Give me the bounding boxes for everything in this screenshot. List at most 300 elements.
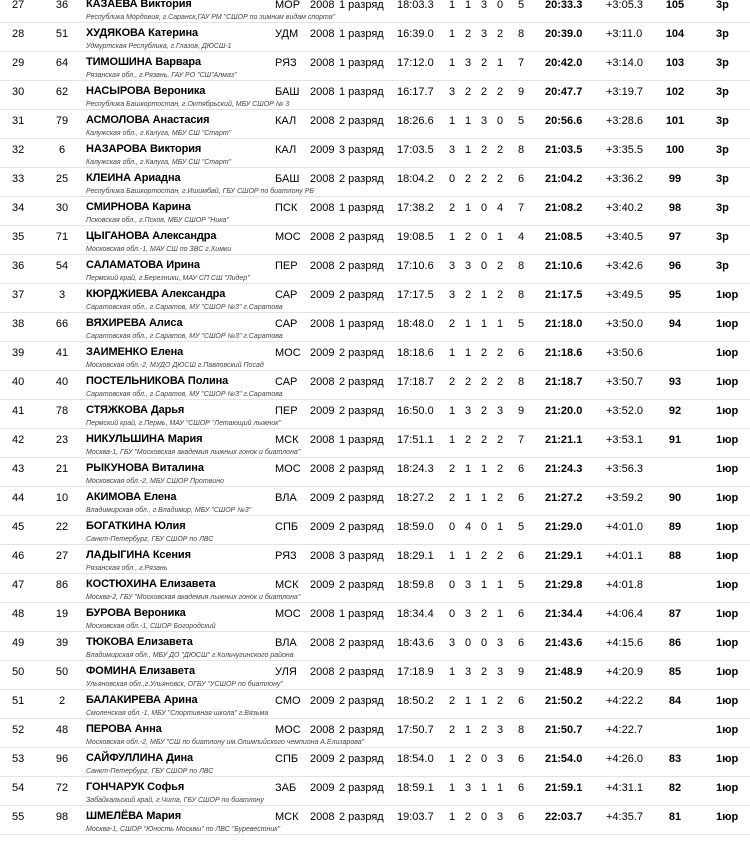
place-cell: 34 [12, 202, 25, 214]
shooting-3-cell: 0 [480, 260, 488, 272]
total-time-cell: 21:08.2 [545, 202, 583, 214]
region-cell: УДМ [275, 28, 299, 40]
athlete-name: АСМОЛОВА Анастасия [86, 114, 210, 126]
total-time-cell: 20:42.0 [545, 57, 583, 69]
total-time-cell: 21:18.7 [545, 376, 583, 388]
gap-cell: +3:59.2 [606, 492, 644, 504]
ski-time-cell: 18:29.1 [397, 550, 434, 562]
table-row [0, 226, 750, 255]
total-time-cell: 20:39.0 [545, 28, 583, 40]
place-cell: 28 [12, 28, 25, 40]
athlete-name: ГОНЧАРУК Софья [86, 781, 185, 793]
shooting-1-cell: 0 [448, 521, 456, 533]
athlete-club: Москва-1, СШОР "Юность Москвы" по ЛВС "Буревестник" [86, 826, 281, 833]
region-cell: МСК [275, 811, 299, 823]
table-row [0, 545, 750, 574]
gap-cell: +3:14.0 [606, 57, 644, 69]
place-cell: 35 [12, 231, 25, 243]
category-cell: 2 разряд [339, 637, 384, 649]
total-time-cell: 21:03.5 [545, 144, 583, 156]
rank-cell: 1юр [716, 376, 739, 388]
shooting-4-cell: 2 [496, 347, 504, 359]
category-cell: 1 разряд [339, 608, 384, 620]
table-row [0, 516, 750, 545]
shooting-1-cell: 2 [448, 318, 456, 330]
table-row [0, 719, 750, 748]
category-cell: 2 разряд [339, 811, 384, 823]
penalty-total-cell: 6 [517, 608, 525, 620]
table-row [0, 458, 750, 487]
rank-cell: 1юр [716, 782, 739, 794]
shooting-1-cell: 1 [448, 231, 456, 243]
shooting-2-cell: 1 [464, 0, 472, 11]
shooting-2-cell: 1 [464, 318, 472, 330]
penalty-total-cell: 5 [517, 115, 525, 127]
total-time-cell: 20:56.6 [545, 115, 583, 127]
birth-year-cell: 2008 [310, 463, 335, 475]
penalty-total-cell: 5 [517, 318, 525, 330]
shooting-3-cell: 3 [480, 115, 488, 127]
place-cell: 29 [12, 57, 25, 69]
place-cell: 27 [12, 0, 25, 11]
region-cell: СМО [275, 695, 301, 707]
athlete-club: Владимирская обл., г.Владимир, МБУ "СШОР №3" [86, 507, 252, 514]
shooting-4-cell: 4 [496, 202, 504, 214]
birth-year-cell: 2008 [310, 724, 335, 736]
birth-year-cell: 2008 [310, 318, 335, 330]
region-cell: САР [275, 376, 298, 388]
region-cell: ПСК [275, 202, 298, 214]
shooting-3-cell: 2 [480, 434, 488, 446]
shooting-2-cell: 1 [464, 463, 472, 475]
region-cell: КАЛ [275, 115, 297, 127]
shooting-2-cell: 3 [464, 405, 472, 417]
shooting-4-cell: 2 [496, 550, 504, 562]
category-cell: 1 разряд [339, 57, 384, 69]
table-row [0, 139, 750, 168]
penalty-total-cell: 6 [517, 492, 525, 504]
gap-cell: +3:50.7 [606, 376, 644, 388]
shooting-2-cell: 1 [464, 724, 472, 736]
rank-cell: 1юр [716, 579, 739, 591]
shooting-1-cell: 0 [448, 608, 456, 620]
penalty-total-cell: 8 [517, 376, 525, 388]
total-time-cell: 21:27.2 [545, 492, 583, 504]
table-row [0, 632, 750, 661]
penalty-total-cell: 6 [517, 347, 525, 359]
bib-cell: 2 [58, 695, 66, 707]
athlete-name: ХУДЯКОВА Катерина [86, 27, 199, 39]
total-time-cell: 21:29.8 [545, 579, 583, 591]
points-cell: 84 [668, 695, 682, 707]
points-cell: 101 [665, 115, 685, 127]
points-cell: 91 [668, 434, 682, 446]
place-cell: 30 [12, 86, 25, 98]
region-cell: МОС [275, 608, 301, 620]
birth-year-cell: 2009 [310, 753, 335, 765]
table-row [0, 0, 750, 23]
athlete-name: НИКУЛЬШИНА Мария [86, 433, 203, 445]
place-cell: 42 [12, 434, 25, 446]
gap-cell: +3:05.3 [606, 0, 644, 11]
shooting-1-cell: 3 [448, 289, 456, 301]
total-time-cell: 21:18.6 [545, 347, 583, 359]
athlete-club: Московская обл.-2, МБУ "СШ по биатлону им.Олимпийского чемпиона А.Елизарова" [86, 739, 365, 746]
total-time-cell: 21:04.2 [545, 173, 583, 185]
category-cell: 2 разряд [339, 405, 384, 417]
rank-cell: 3р [716, 144, 729, 156]
points-cell: 82 [668, 782, 682, 794]
total-time-cell: 21:21.1 [545, 434, 583, 446]
region-cell: МСК [275, 579, 299, 591]
shooting-4-cell: 1 [496, 318, 504, 330]
birth-year-cell: 2008 [310, 608, 335, 620]
gap-cell: +4:31.1 [606, 782, 644, 794]
table-row [0, 748, 750, 777]
place-cell: 39 [12, 347, 25, 359]
penalty-total-cell: 9 [517, 405, 525, 417]
shooting-1-cell: 1 [448, 28, 456, 40]
category-cell: 2 разряд [339, 260, 384, 272]
category-cell: 2 разряд [339, 376, 384, 388]
athlete-name: СМИРНОВА Карина [86, 201, 191, 213]
total-time-cell: 20:47.7 [545, 86, 583, 98]
shooting-1-cell: 1 [448, 666, 456, 678]
gap-cell: +3:19.7 [606, 86, 644, 98]
rank-cell: 1юр [716, 521, 739, 533]
gap-cell: +4:22.2 [606, 695, 644, 707]
shooting-4-cell: 0 [496, 115, 504, 127]
shooting-1-cell: 0 [448, 579, 456, 591]
points-cell: 93 [668, 376, 682, 388]
place-cell: 46 [12, 550, 25, 562]
ski-time-cell: 17:17.5 [397, 289, 434, 301]
table-row [0, 342, 750, 371]
gap-cell: +3:56.3 [606, 463, 644, 475]
shooting-1-cell: 1 [448, 782, 456, 794]
shooting-3-cell: 0 [480, 811, 488, 823]
points-cell: 99 [668, 173, 682, 185]
bib-cell: 19 [55, 608, 69, 620]
bib-cell: 3 [58, 289, 66, 301]
shooting-2-cell: 2 [464, 231, 472, 243]
bib-cell: 6 [58, 144, 66, 156]
region-cell: МОР [275, 0, 301, 11]
place-cell: 45 [12, 521, 25, 533]
points-cell: 94 [668, 318, 682, 330]
shooting-3-cell: 1 [480, 579, 488, 591]
shooting-1-cell: 3 [448, 637, 456, 649]
shooting-2-cell: 2 [464, 86, 472, 98]
athlete-name: ПЕРОВА Анна [86, 723, 162, 735]
penalty-total-cell: 7 [517, 57, 525, 69]
shooting-2-cell: 3 [464, 57, 472, 69]
shooting-1-cell: 3 [448, 260, 456, 272]
birth-year-cell: 2008 [310, 0, 335, 11]
bib-cell: 22 [55, 521, 69, 533]
category-cell: 2 разряд [339, 521, 384, 533]
shooting-4-cell: 2 [496, 376, 504, 388]
shooting-3-cell: 0 [480, 231, 488, 243]
athlete-club: Московская обл.-2, МУДО ДЮСШ г.Павловский Посад [86, 362, 264, 369]
ski-time-cell: 17:18.9 [397, 666, 434, 678]
shooting-3-cell: 3 [480, 0, 488, 11]
bib-cell: 98 [55, 811, 69, 823]
shooting-2-cell: 1 [464, 347, 472, 359]
place-cell: 55 [12, 811, 25, 823]
athlete-club: Пермский край, г.Березники, МАУ СП СШ "Лидер" [86, 275, 250, 282]
shooting-4-cell: 2 [496, 260, 504, 272]
athlete-club: Владимирская обл., МБУ ДО "ДЮСШ" г.Кольчугинского района [86, 652, 294, 659]
gap-cell: +4:15.6 [606, 637, 644, 649]
penalty-total-cell: 8 [517, 28, 525, 40]
birth-year-cell: 2008 [310, 666, 335, 678]
table-row [0, 429, 750, 458]
shooting-3-cell: 2 [480, 347, 488, 359]
shooting-4-cell: 2 [496, 695, 504, 707]
points-cell: 86 [668, 637, 682, 649]
place-cell: 53 [12, 753, 25, 765]
shooting-1-cell: 0 [448, 173, 456, 185]
rank-cell: 3р [716, 260, 729, 272]
shooting-2-cell: 1 [464, 144, 472, 156]
shooting-3-cell: 2 [480, 666, 488, 678]
ski-time-cell: 18:59.0 [397, 521, 434, 533]
ski-time-cell: 16:17.7 [397, 86, 434, 98]
shooting-4-cell: 0 [496, 0, 504, 11]
points-cell: 89 [668, 521, 682, 533]
bib-cell: 27 [55, 550, 69, 562]
place-cell: 40 [12, 376, 25, 388]
gap-cell: +4:35.7 [606, 811, 644, 823]
table-row [0, 603, 750, 632]
ski-time-cell: 17:51.1 [397, 434, 434, 446]
shooting-1-cell: 2 [448, 202, 456, 214]
athlete-club: Московская обл.-1, СШОР Богородский [86, 623, 216, 630]
athlete-name: ЦЫГАНОВА Александра [86, 230, 217, 242]
athlete-club: Саратовская обл., г.Саратов, МУ "СШОР №3" г.Саратова [86, 304, 283, 311]
points-cell: 95 [668, 289, 682, 301]
points-cell: 100 [665, 144, 685, 156]
table-row [0, 284, 750, 313]
rank-cell: 1юр [716, 811, 739, 823]
ski-time-cell: 17:12.0 [397, 57, 434, 69]
athlete-name: ШМЕЛЁВА Мария [86, 810, 182, 822]
place-cell: 32 [12, 144, 25, 156]
total-time-cell: 21:10.6 [545, 260, 583, 272]
place-cell: 54 [12, 782, 25, 794]
bib-cell: 51 [55, 28, 69, 40]
bib-cell: 50 [55, 666, 69, 678]
bib-cell: 39 [55, 637, 69, 649]
rank-cell: 3р [716, 231, 729, 243]
shooting-1-cell: 1 [448, 753, 456, 765]
region-cell: РЯЗ [275, 550, 297, 562]
bib-cell: 10 [55, 492, 69, 504]
gap-cell: +3:28.6 [606, 115, 644, 127]
shooting-2-cell: 4 [464, 521, 472, 533]
table-row [0, 110, 750, 139]
bib-cell: 79 [55, 115, 69, 127]
shooting-3-cell: 1 [480, 318, 488, 330]
ski-time-cell: 18:43.6 [397, 637, 434, 649]
shooting-4-cell: 3 [496, 724, 504, 736]
gap-cell: +3:50.0 [606, 318, 644, 330]
rank-cell: 1юр [716, 347, 739, 359]
table-row [0, 255, 750, 284]
gap-cell: +3:36.2 [606, 173, 644, 185]
ski-time-cell: 19:08.5 [397, 231, 434, 243]
shooting-4-cell: 2 [496, 289, 504, 301]
total-time-cell: 21:24.3 [545, 463, 583, 475]
athlete-club: Республика Мордовия, г.Саранск,ГАУ РМ "СШОР по зимним видам спорта" [86, 14, 336, 21]
birth-year-cell: 2008 [310, 376, 335, 388]
shooting-4-cell: 2 [496, 28, 504, 40]
category-cell: 2 разряд [339, 724, 384, 736]
total-time-cell: 21:29.0 [545, 521, 583, 533]
shooting-3-cell: 2 [480, 57, 488, 69]
total-time-cell: 21:17.5 [545, 289, 583, 301]
bib-cell: 62 [55, 86, 69, 98]
category-cell: 1 разряд [339, 434, 384, 446]
region-cell: ПЕР [275, 260, 298, 272]
ski-time-cell: 18:59.8 [397, 579, 434, 591]
birth-year-cell: 2009 [310, 347, 335, 359]
birth-year-cell: 2008 [310, 260, 335, 272]
shooting-1-cell: 3 [448, 144, 456, 156]
shooting-4-cell: 3 [496, 753, 504, 765]
shooting-1-cell: 1 [448, 115, 456, 127]
athlete-club: Московская обл.-1, МАУ СШ по ЗВС г.Химки [86, 246, 232, 253]
birth-year-cell: 2008 [310, 57, 335, 69]
shooting-3-cell: 2 [480, 144, 488, 156]
points-cell: 96 [668, 260, 682, 272]
bib-cell: 41 [55, 347, 69, 359]
table-row [0, 574, 750, 603]
points-cell: 88 [668, 550, 682, 562]
ski-time-cell: 17:10.6 [397, 260, 434, 272]
category-cell: 2 разряд [339, 695, 384, 707]
region-cell: ПЕР [275, 405, 298, 417]
shooting-4-cell: 1 [496, 608, 504, 620]
region-cell: ЗАБ [275, 782, 297, 794]
athlete-name: ЛАДЫГИНА Ксения [86, 549, 191, 561]
shooting-3-cell: 1 [480, 782, 488, 794]
shooting-1-cell: 2 [448, 695, 456, 707]
athlete-name: НАСЫРОВА Вероника [86, 85, 206, 97]
category-cell: 2 разряд [339, 115, 384, 127]
shooting-2-cell: 3 [464, 260, 472, 272]
shooting-2-cell: 3 [464, 579, 472, 591]
table-row [0, 168, 750, 197]
points-cell: 85 [668, 666, 682, 678]
bib-cell: 25 [55, 173, 69, 185]
shooting-2-cell: 1 [464, 550, 472, 562]
points-cell: 104 [665, 28, 685, 40]
birth-year-cell: 2008 [310, 637, 335, 649]
place-cell: 37 [12, 289, 25, 301]
shooting-4-cell: 3 [496, 666, 504, 678]
shooting-3-cell: 2 [480, 608, 488, 620]
penalty-total-cell: 6 [517, 637, 525, 649]
shooting-1-cell: 3 [448, 86, 456, 98]
bib-cell: 23 [55, 434, 69, 446]
birth-year-cell: 2009 [310, 144, 335, 156]
athlete-club: Удмуртская Республика, г.Глазов, ДЮСШ-1 [86, 43, 232, 50]
shooting-2-cell: 2 [464, 289, 472, 301]
shooting-1-cell: 1 [448, 405, 456, 417]
table-row [0, 313, 750, 342]
penalty-total-cell: 9 [517, 666, 525, 678]
shooting-2-cell: 2 [464, 753, 472, 765]
ski-time-cell: 17:03.5 [397, 144, 434, 156]
ski-time-cell: 18:59.1 [397, 782, 434, 794]
ski-time-cell: 18:26.6 [397, 115, 434, 127]
total-time-cell: 21:50.2 [545, 695, 583, 707]
shooting-4-cell: 3 [496, 811, 504, 823]
birth-year-cell: 2008 [310, 86, 335, 98]
ski-time-cell: 18:34.4 [397, 608, 434, 620]
athlete-club: Смоленская обл.-1, МБУ "Спортивная школа" г.Вязьма [86, 710, 269, 717]
birth-year-cell: 2008 [310, 811, 335, 823]
points-cell: 92 [668, 405, 682, 417]
athlete-name: ЗАИМЕНКО Елена [86, 346, 184, 358]
gap-cell: +3:49.5 [606, 289, 644, 301]
gap-cell: +3:11.0 [606, 28, 643, 40]
bib-cell: 66 [55, 318, 69, 330]
penalty-total-cell: 4 [517, 231, 525, 243]
place-cell: 36 [12, 260, 25, 272]
gap-cell: +4:06.4 [606, 608, 644, 620]
shooting-2-cell: 3 [464, 608, 472, 620]
athlete-club: Псковская обл., г.Псков, МБУ СШОР "Ника" [86, 217, 229, 224]
athlete-name: САЛАМАТОВА Ирина [86, 259, 200, 271]
rank-cell: 3р [716, 202, 729, 214]
rank-cell: 3р [716, 115, 729, 127]
birth-year-cell: 2008 [310, 550, 335, 562]
rank-cell: 1юр [716, 492, 739, 504]
penalty-total-cell: 6 [517, 550, 525, 562]
points-cell: 102 [665, 86, 685, 98]
category-cell: 3 разряд [339, 550, 384, 562]
penalty-total-cell: 9 [517, 86, 525, 98]
shooting-1-cell: 2 [448, 463, 456, 475]
total-time-cell: 21:20.0 [545, 405, 583, 417]
region-cell: БАШ [275, 173, 300, 185]
shooting-2-cell: 2 [464, 173, 472, 185]
gap-cell: +3:42.6 [606, 260, 644, 272]
shooting-3-cell: 1 [480, 289, 488, 301]
bib-cell: 54 [55, 260, 69, 272]
shooting-1-cell: 2 [448, 376, 456, 388]
athlete-club: Республика Башкортостан, г.Ишимбай, ГБУ СШОР по биатлону РБ [86, 188, 314, 195]
shooting-1-cell: 1 [448, 57, 456, 69]
shooting-2-cell: 2 [464, 811, 472, 823]
total-time-cell: 21:29.1 [545, 550, 583, 562]
table-row [0, 400, 750, 429]
birth-year-cell: 2008 [310, 115, 335, 127]
table-row [0, 23, 750, 52]
place-cell: 41 [12, 405, 25, 417]
athlete-name: АКИМОВА Елена [86, 491, 177, 503]
table-row [0, 806, 750, 835]
ski-time-cell: 17:18.7 [397, 376, 434, 388]
athlete-club: Рязанская обл., г.Рязань [86, 565, 168, 572]
athlete-name: КЛЕИНА Ариадна [86, 172, 181, 184]
athlete-club: Санкт-Петербург, ГБУ СШОР по ЛВС [86, 768, 214, 775]
athlete-club: Калужская обл., г.Калуга, МБУ СШ "Старт" [86, 130, 232, 137]
total-time-cell: 21:50.7 [545, 724, 583, 736]
